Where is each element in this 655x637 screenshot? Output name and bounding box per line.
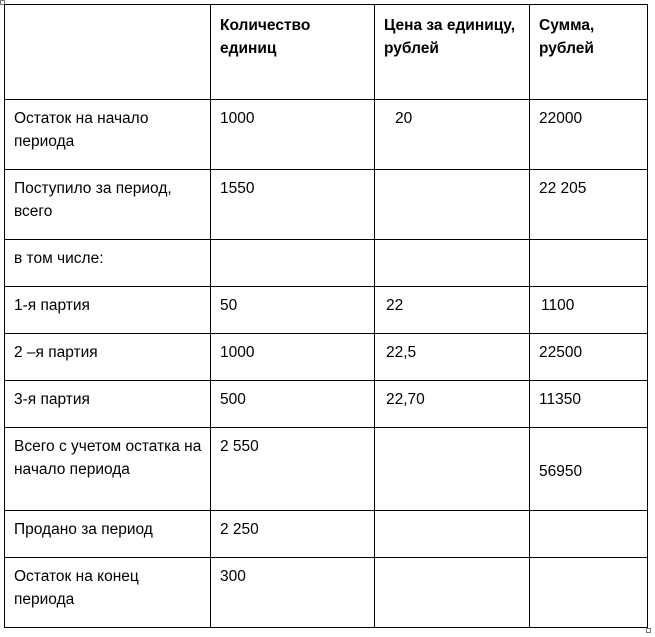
header-cell-quantity: Количество единиц [211,5,375,100]
table-row [5,287,648,334]
quantity-cell: 1000 [211,100,375,170]
sum-cell: 11350 [530,381,648,428]
unit-price-cell [375,428,530,511]
header-cell-unit-price: Цена за единицу, рублей [375,5,530,100]
sum-cell: 22000 [530,100,648,170]
unit-price-cell [375,170,530,240]
quantity-cell: 50 [211,287,375,334]
row-label: Продано за период [5,511,211,558]
row-label: 3-я партия [5,381,211,428]
row-label: в том числе: [5,240,211,287]
table-resize-handle[interactable] [646,628,651,633]
sum-cell: 1100 [530,287,648,334]
sum-cell [530,558,648,628]
table-row [5,558,648,628]
quantity-cell: 2 250 [211,511,375,558]
sum-cell [530,511,648,558]
table-row [5,428,648,511]
quantity-cell: 1000 [211,334,375,381]
sum-cell: 22 205 [530,170,648,240]
table-row [5,100,648,170]
quantity-cell: 500 [211,381,375,428]
header-row [5,5,648,100]
unit-price-cell: 22 [375,287,530,334]
unit-price-cell: 22,70 [375,381,530,428]
unit-price-cell [375,511,530,558]
row-label: 2 –я партия [5,334,211,381]
header-cell-sum: Сумма, рублей [530,5,648,100]
header-cell-empty [5,5,211,100]
sum-value: 56950 [539,463,583,480]
table-row [5,170,648,240]
unit-price-cell [375,240,530,287]
unit-price-cell [375,558,530,628]
row-label: Поступило за период, всего [5,170,211,240]
quantity-cell: 1550 [211,170,375,240]
quantity-cell: 2 550 [211,428,375,511]
row-label: 1-я партия [5,287,211,334]
unit-price-cell: 22,5 [375,334,530,381]
row-label: Остаток на начало периода [5,100,211,170]
sum-cell [530,428,648,511]
inventory-table [4,4,648,628]
sum-cell: 22500 [530,334,648,381]
table-row [5,240,648,287]
sum-cell [530,240,648,287]
row-label: Остаток на конец периода [5,558,211,628]
row-label: Всего с учетом остатка на начало периода [5,428,211,511]
quantity-cell: 300 [211,558,375,628]
table-row [5,511,648,558]
table-row [5,334,648,381]
quantity-cell [211,240,375,287]
table-row [5,381,648,428]
unit-price-cell: 20 [375,100,530,170]
